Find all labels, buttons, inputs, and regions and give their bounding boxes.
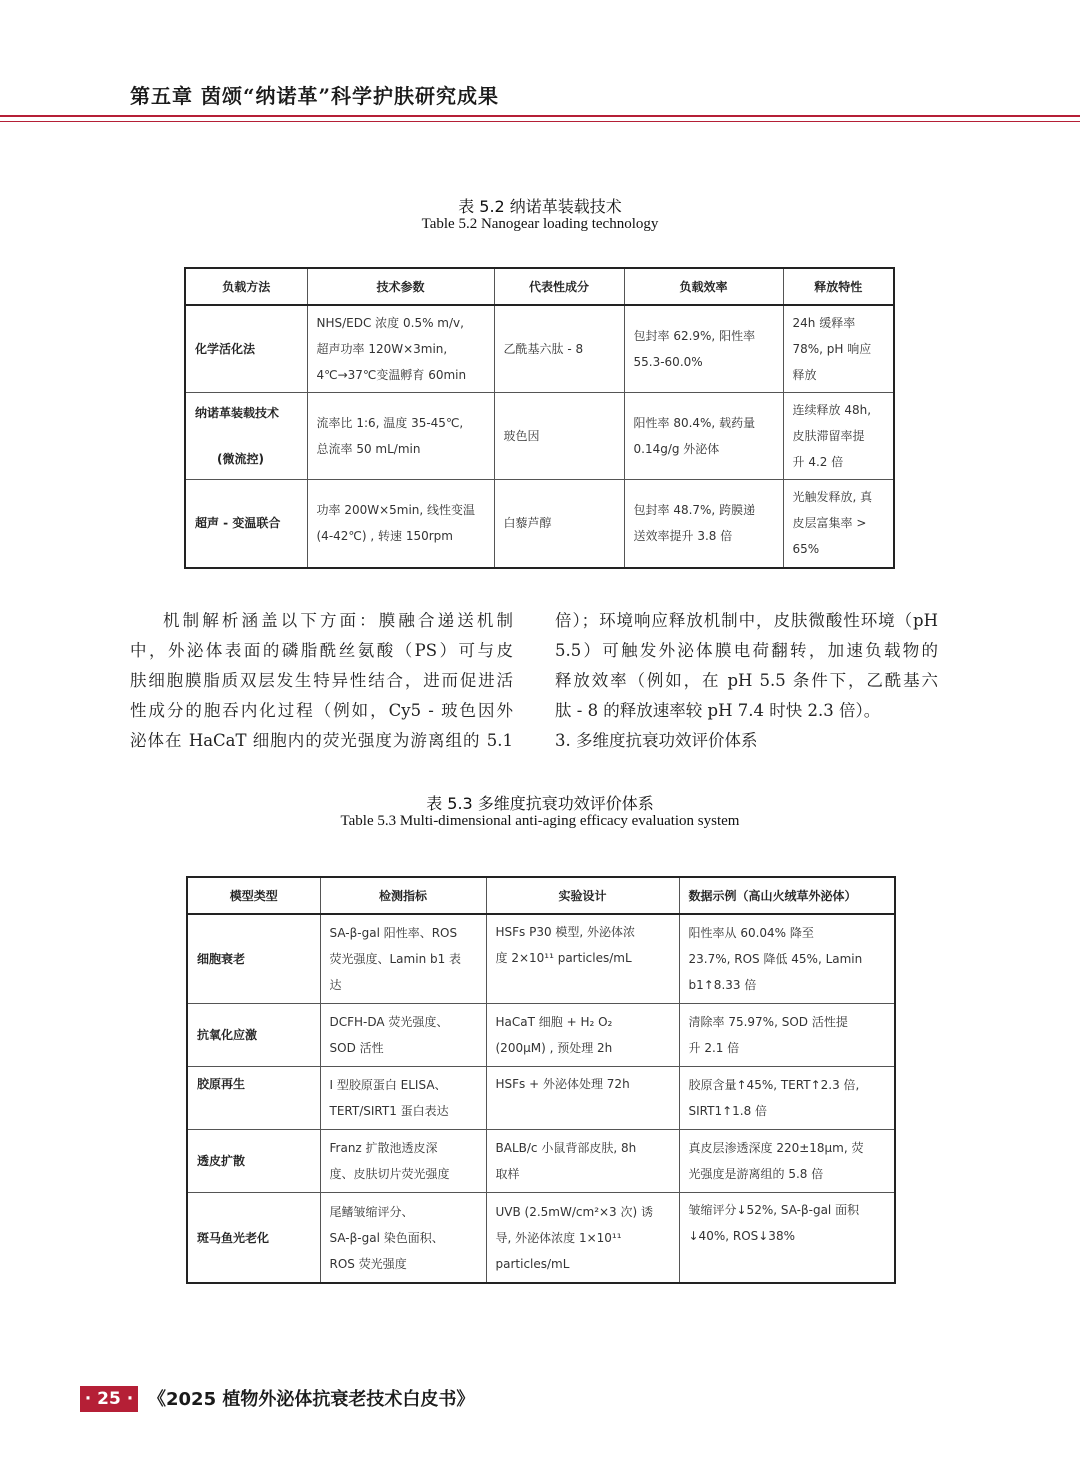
column-header: 技术参数 — [307, 268, 494, 305]
example-cell: 阳性率从 60.04% 降至 23.7%, ROS 降低 45%, Lamin b1↑8.33 倍 — [679, 914, 895, 1003]
release-cell: 24h 缓释率 78%, pH 响应 释放 — [783, 305, 894, 393]
body-paragraph-left: 机制解析涵盖以下方面：膜融合递送机制 中，外泌体表面的磷脂酰丝氨酸（PS）可与皮 肤细胞膜脂质双层发生特异性结合，进而促进活 性成分的胞吞内化过程（例如，Cy5 - 玻色因外 泌体在 HaCaT 细胞内的荧光强度为游离组的 5.1 — [130, 611, 513, 750]
method-cell: 纳诺革装载技术 (微流控) — [185, 393, 307, 480]
table-5-2-caption-en: Table 5.2 Nanogear loading technology — [421, 216, 659, 232]
table-header-row — [187, 877, 895, 914]
body-paragraph-right: 倍）；环境响应释放机制中，皮肤微酸性环境（pH 5.5）可触发外泌体膜电荷翻转，加速负载物的 释放效率（例如，在 pH 5.5 条件下，乙酰基六 肽 - 8 的释放速率较 pH 7.4 时快 2.3 倍）。 3. 多维度抗衰功效评价体系 — [555, 606, 938, 756]
table-row — [185, 393, 894, 480]
indicator-cell: DCFH-DA 荧光强度、 SOD 活性 — [320, 1003, 486, 1066]
design-cell: HSFs + 外泌体处理 72h — [486, 1066, 679, 1129]
indicator-cell: 尾鳍皱缩评分、 SA-β-gal 染色面积、 ROS 荧光强度 — [320, 1193, 486, 1283]
column-header: 释放特性 — [783, 268, 894, 305]
efficiency-cell: 阳性率 80.4%, 载药量 0.14g/g 外泌体 — [624, 393, 783, 480]
design-cell: UVB (2.5mW/cm²×3 次) 诱 导, 外泌体浓度 1×10¹¹ particles/mL — [486, 1193, 679, 1283]
table-row — [187, 1130, 895, 1193]
release-cell: 光触发释放, 真 皮层富集率 > 65% — [783, 480, 894, 568]
component-cell: 白藜芦醇 — [494, 480, 624, 568]
book-title: 《2025 植物外泌体抗衰老技术白皮书》 — [148, 1389, 475, 1410]
page-number-badge: · 25 · — [80, 1386, 138, 1412]
column-header: 负载方法 — [185, 268, 307, 305]
example-cell: 胶原含量↑45%, TERT↑2.3 倍, SIRT1↑1.8 倍 — [679, 1066, 895, 1129]
table-header-row — [185, 268, 894, 305]
header-rule-thin — [0, 121, 1080, 122]
efficiency-cell: 包封率 62.9%, 阳性率 55.3-60.0% — [624, 305, 783, 393]
design-cell: HaCaT 细胞 + H₂ O₂ (200μM) , 预处理 2h — [486, 1003, 679, 1066]
example-cell: 真皮层渗透深度 220±18μm, 荧 光强度是游离组的 5.8 倍 — [679, 1130, 895, 1193]
model-cell: 胶原再生 — [187, 1066, 320, 1129]
column-header: 实验设计 — [486, 877, 679, 914]
indicator-cell: Ⅰ 型胶原蛋白 ELISA、 TERT/SIRT1 蛋白表达 — [320, 1066, 486, 1129]
params-cell: 流率比 1:6, 温度 35-45℃, 总流率 50 mL/min — [307, 393, 494, 480]
table-row — [187, 1003, 895, 1066]
column-header: 模型类型 — [187, 877, 320, 914]
table-5-3-caption-en: Table 5.3 Multi-dimensional anti-aging efficacy evaluation system — [340, 813, 740, 829]
column-header: 代表性成分 — [494, 268, 624, 305]
model-cell: 斑马鱼光老化 — [187, 1193, 320, 1283]
column-header: 负载效率 — [624, 268, 783, 305]
indicator-cell: Franz 扩散池透皮深 度、皮肤切片荧光强度 — [320, 1130, 486, 1193]
indicator-cell: SA-β-gal 阳性率、ROS 荧光强度、Lamin b1 表 达 — [320, 914, 486, 1003]
release-cell: 连续释放 48h, 皮肤滞留率提 升 4.2 倍 — [783, 393, 894, 480]
table-row — [187, 1066, 895, 1129]
params-cell: NHS/EDC 浓度 0.5% m/v, 超声功率 120W×3min, 4℃→37℃变温孵育 60min — [307, 305, 494, 393]
table-5-2 — [184, 267, 895, 569]
table-5-2-caption-cn: 表 5.2 纳诺革装载技术 — [458, 197, 622, 216]
table-row — [185, 480, 894, 568]
page-header — [0, 0, 1080, 125]
component-cell: 乙酰基六肽 - 8 — [494, 305, 624, 393]
table-row — [187, 914, 895, 1003]
section-subheading: 3. 多维度抗衰功效评价体系 — [555, 731, 758, 750]
model-cell: 透皮扩散 — [187, 1130, 320, 1193]
method-cell: 超声 - 变温联合 — [185, 480, 307, 568]
efficiency-cell: 包封率 48.7%, 跨膜递 送效率提升 3.8 倍 — [624, 480, 783, 568]
model-cell: 抗氧化应激 — [187, 1003, 320, 1066]
chapter-title: 第五章 茵颂“纳诺革”科学护肤研究成果 — [130, 84, 499, 108]
example-cell: 清除率 75.97%, SOD 活性提 升 2.1 倍 — [679, 1003, 895, 1066]
column-header: 数据示例（高山火绒草外泌体） — [679, 877, 895, 914]
params-cell: 功率 200W×5min, 线性变温 (4-42℃) , 转速 150rpm — [307, 480, 494, 568]
model-cell: 细胞衰老 — [187, 914, 320, 1003]
component-cell: 玻色因 — [494, 393, 624, 480]
column-header: 检测指标 — [320, 877, 486, 914]
table-row — [185, 305, 894, 393]
table-5-3-caption-cn: 表 5.3 多维度抗衰功效评价体系 — [426, 794, 654, 813]
header-rule — [0, 115, 1080, 117]
design-cell: BALB/c 小鼠背部皮肤, 8h 取样 — [486, 1130, 679, 1193]
table-5-3 — [186, 876, 896, 1284]
design-cell: HSFs P30 模型, 外泌体浓 度 2×10¹¹ particles/mL — [486, 914, 679, 1003]
example-cell: 皱缩评分↓52%, SA-β-gal 面积 ↓40%, ROS↓38% — [679, 1193, 895, 1283]
table-row — [187, 1193, 895, 1283]
method-cell: 化学活化法 — [185, 305, 307, 393]
